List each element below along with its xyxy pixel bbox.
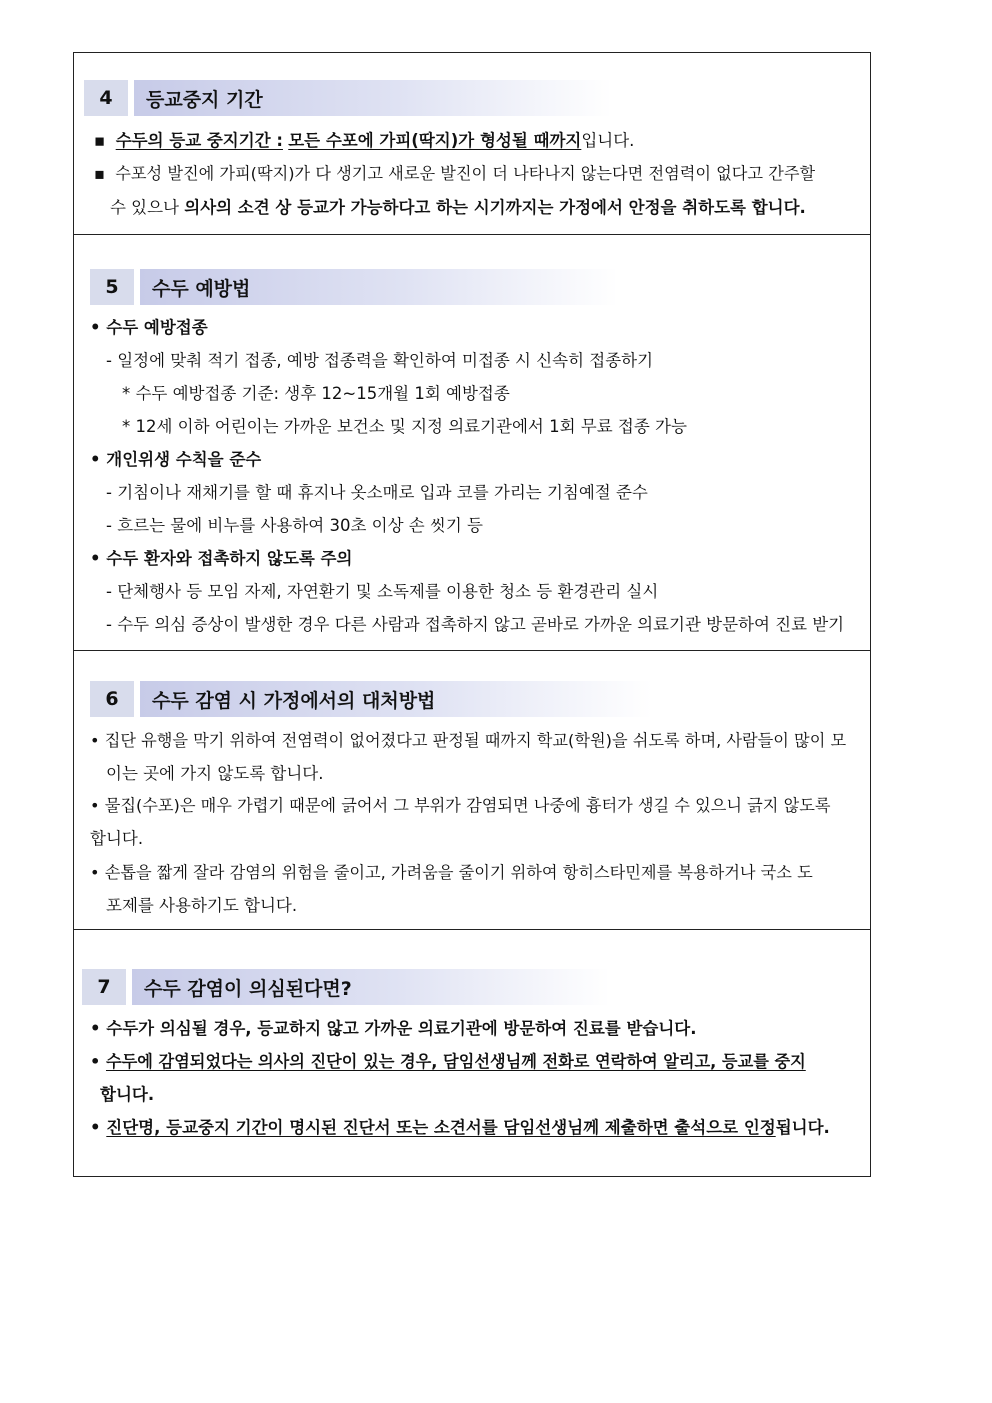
s6-p1-line-2: 이는 곳에 가지 않도록 합니다. — [106, 764, 324, 783]
s6-p1-line-1: • 집단 유행을 막기 위하여 전염력이 없어졌다고 판정될 때까지 학교(학원)을 쉬도록 하며, 사람들이 많이 모 — [90, 731, 847, 750]
s5-item-6: - 흐르는 물에 비누를 사용하여 30초 이상 손 씻기 등 — [106, 516, 483, 535]
s7-p1: • 수두가 의심될 경우, 등교하지 않고 가까운 의료기관에 방문하여 진료를 받습니다. — [90, 1019, 697, 1038]
section-5-number: 5 — [90, 269, 134, 305]
s5-item-4: • 개인위생 수칙을 준수 — [90, 450, 262, 469]
section-7-header — [82, 969, 610, 1005]
divider-1 — [74, 234, 870, 235]
s7-p2-line-1: • 수두에 감염되었다는 의사의 진단이 있는 경우, 담임선생님께 전화로 연락하여 알리고, 등교를 중지 — [90, 1052, 806, 1071]
s4-end: 입니다. — [581, 131, 635, 150]
s5-item-7: • 수두 환자와 접촉하지 않도록 주의 — [90, 549, 353, 568]
s5-item-9: - 수두 의심 증상이 발생한 경우 다른 사람과 접촉하지 않고 곧바로 가까운 의료기관 방문하여 진료 받기 — [106, 615, 845, 634]
s4-label: 수두의 등교 중지기간 : — [115, 131, 283, 150]
section-6-header — [90, 681, 652, 717]
s5-item-8: - 단체행사 등 모임 자제, 자연환기 및 소독제를 이용한 청소 등 환경관리 실시 — [106, 582, 659, 601]
s6-p3-line-1: • 손톱을 짧게 잘라 감염의 위험을 줄이고, 가려움을 줄이기 위하여 항히스타민제를 복용하거나 국소 도 — [90, 863, 813, 882]
s7-p2-line-2: 합니다. — [100, 1085, 155, 1104]
s4-bullet-1: ▪ 수두의 등교 중지기간 : 모든 수포에 가피(딱지)가 형성될 때까지입니다. — [94, 131, 635, 150]
s5-item-2: * 수두 예방접종 기준: 생후 12~15개월 1회 예방접종 — [122, 384, 510, 403]
section-5-title: 수두 예방법 — [140, 269, 618, 305]
section-4-header — [84, 80, 612, 116]
section-4-number: 4 — [84, 80, 128, 116]
s4-value: 모든 수포에 가피(딱지)가 형성될 때까지 — [288, 131, 582, 150]
divider-2 — [74, 650, 870, 651]
s5-item-5: - 기침이나 재채기를 할 때 휴지나 옷소매로 입과 코를 가리는 기침예절 준수 — [106, 483, 648, 502]
document-frame — [73, 52, 871, 1177]
s6-p2-line-1: • 물집(수포)은 매우 가렵기 때문에 긁어서 그 부위가 감염되면 나중에 흉터가 생길 수 있으니 긁지 않도록 — [90, 796, 831, 815]
s7-p2-underlined: 수두에 감염되었다는 의사의 진단이 있는 경우, 담임선생님께 전화로 연락하여 알리고, 등교를 중지 — [105, 1052, 806, 1071]
s5-item-3: * 12세 이하 어린이는 가까운 보건소 및 지정 의료기관에서 1회 무료 접종 가능 — [122, 417, 687, 436]
s7-p3: • 진단명, 등교중지 기간이 명시된 진단서 또는 소견서를 담임선생님께 제출하면 출석으로 인정됩니다. — [90, 1118, 830, 1137]
section-7-title: 수두 감염이 의심된다면? — [132, 969, 610, 1005]
s5-item-0: • 수두 예방접종 — [90, 318, 208, 337]
divider-3 — [74, 929, 870, 930]
s5-item-1: - 일정에 맞춰 적기 접종, 예방 접종력을 확인하여 미접종 시 신속히 접종하기 — [106, 351, 654, 370]
section-6-title: 수두 감염 시 가정에서의 대처방법 — [140, 681, 652, 717]
s7-p3-underlined: 진단명, 등교중지 기간이 명시된 진단서 또는 소견서를 담임선생님께 제출하면 출석으로 인정 — [106, 1118, 776, 1137]
s6-p2-line-2: 합니다. — [90, 829, 144, 848]
s6-p3-line-2: 포제를 사용하기도 합니다. — [106, 896, 298, 915]
s4-bullet-2-line-1: ▪ 수포성 발진에 가피(딱지)가 다 생기고 새로운 발진이 더 나타나지 않는다면 전염력이 없다고 간주할 — [94, 164, 816, 183]
section-6-number: 6 — [90, 681, 134, 717]
section-4-title: 등교중지 기간 — [134, 80, 612, 116]
section-7-number: 7 — [82, 969, 126, 1005]
section-5-header — [90, 269, 618, 305]
s4-bullet-2-line-2: 수 있으나 의사의 소견 상 등교가 가능하다고 하는 시기까지는 가정에서 안정을 취하도록 합니다. — [110, 198, 806, 217]
